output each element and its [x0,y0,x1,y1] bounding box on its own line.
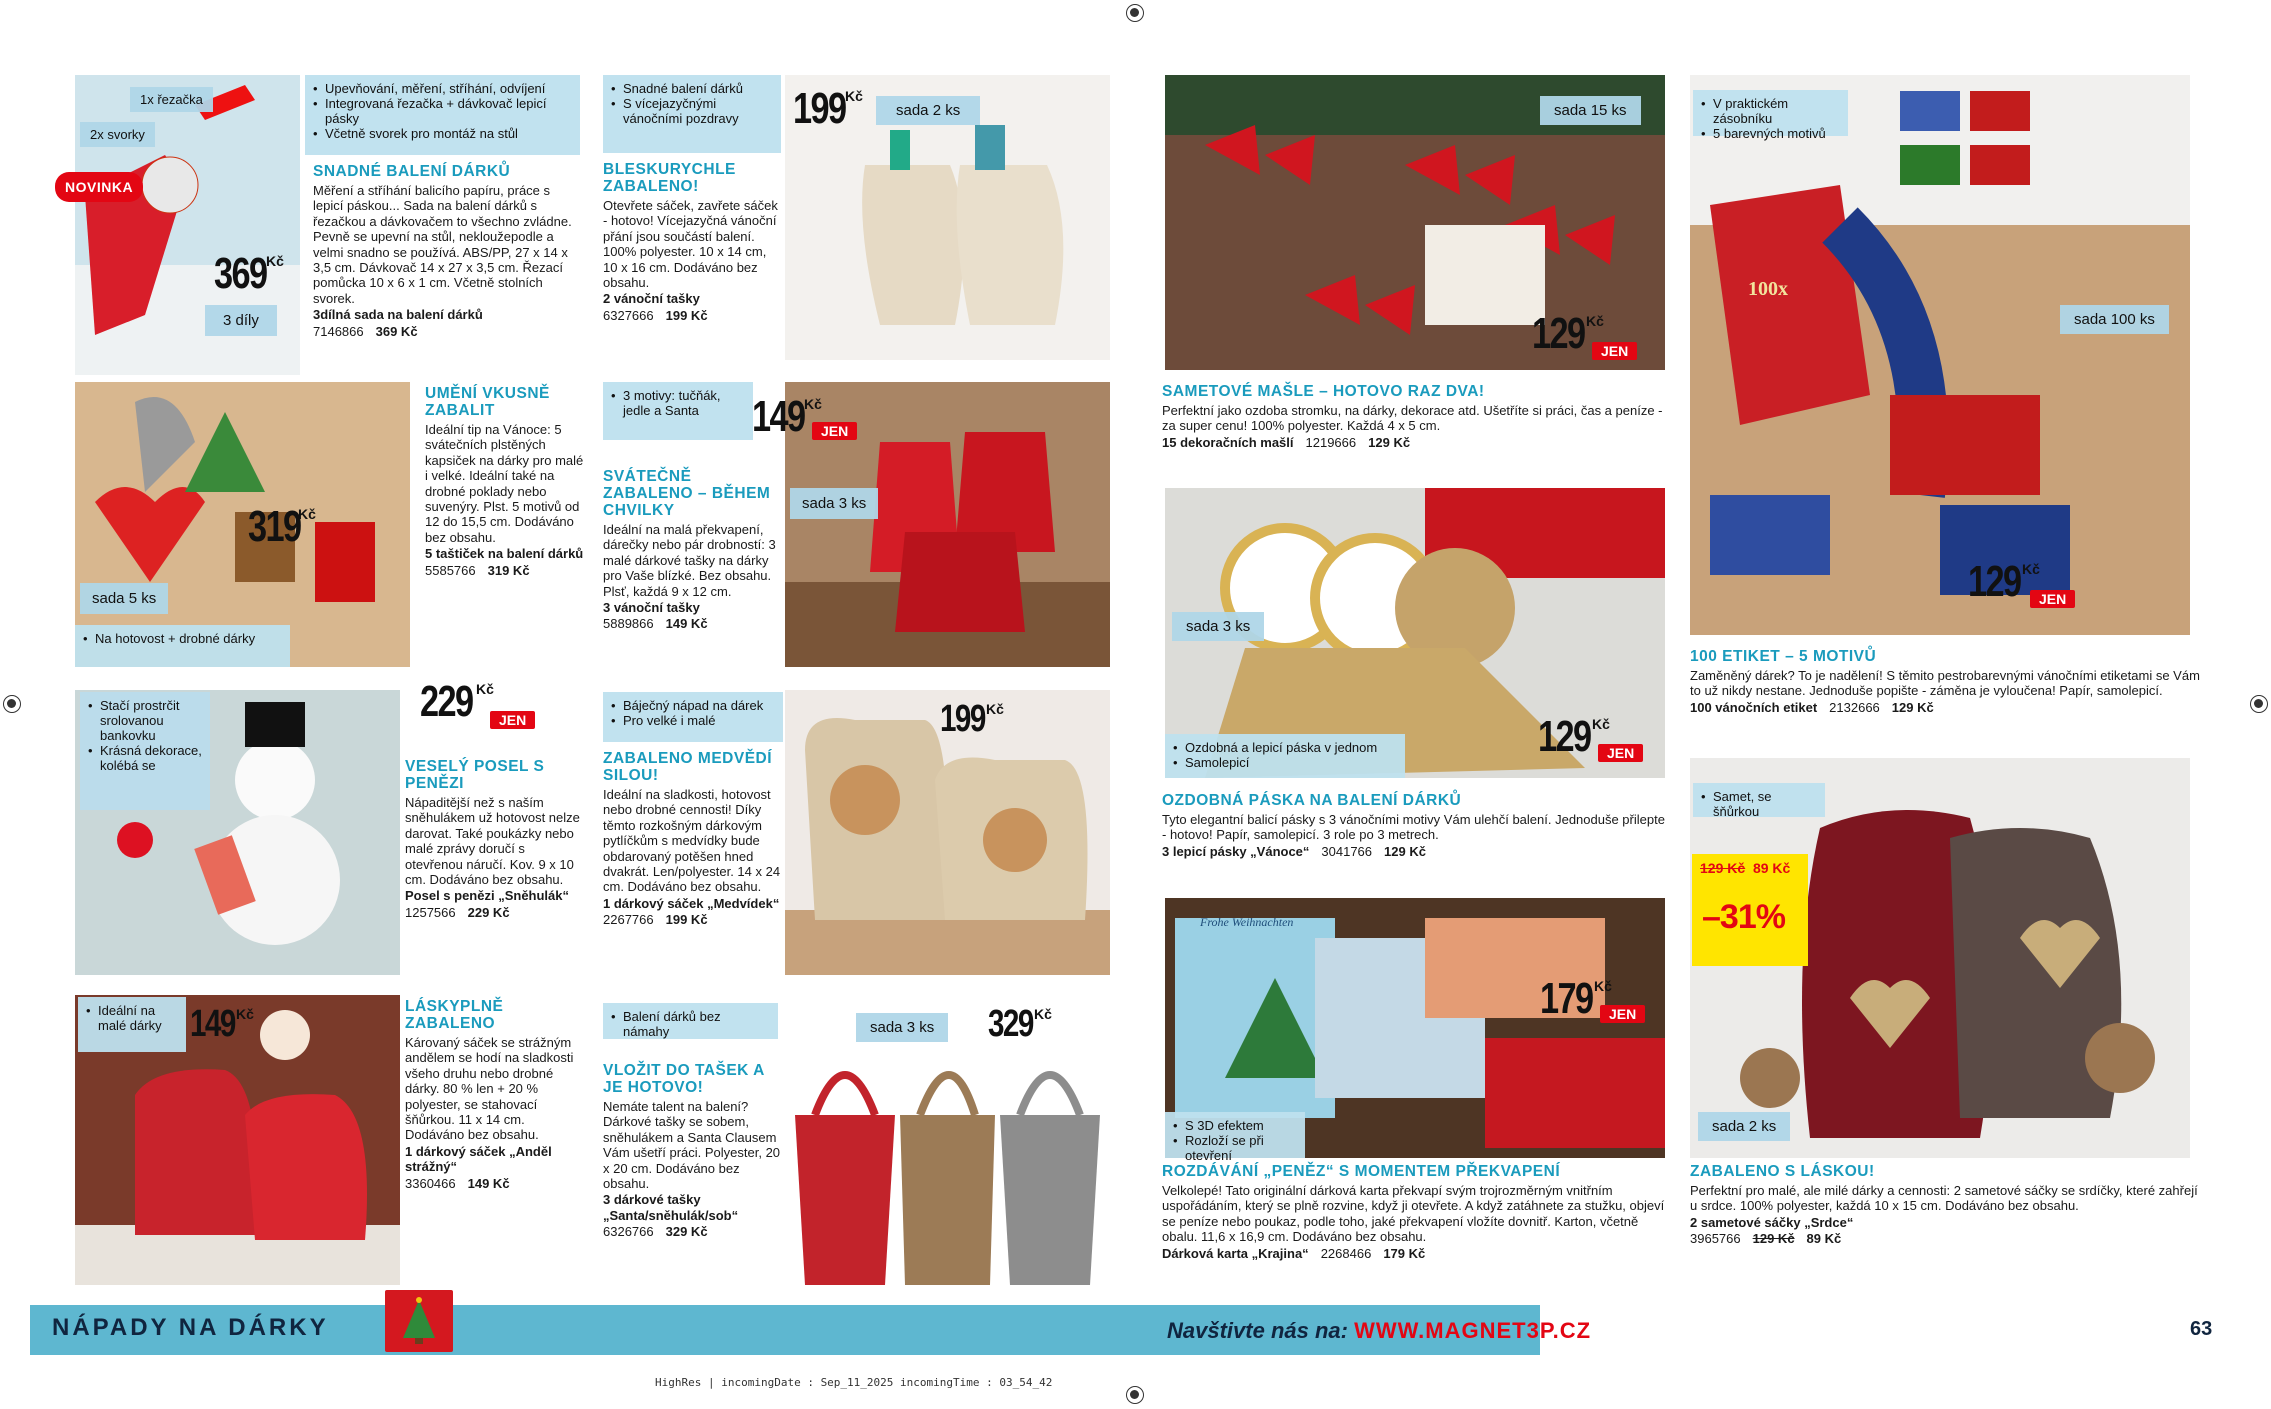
text-p6: ZABALENO MEDVĚDÍ SILOU! Ideální na sladkosti, hotovost nebo drobné cennosti! Díky těmto rozkošným dárkovým pytlíčkům s medvídky bude obdarovaný potěšen hned dvakrát. Len/polyester. 14 x 24 cm. Dodáváno bez obsahu. 1 dárkový sáček „Medvídek“ 2267766 199 Kč [603,750,781,928]
print-meta: HighRes | incomingDate : Sep_11_2025 incomingTime : 03_54_42 [655,1376,1053,1389]
features-p7: • Ideální na malé dárky [78,997,186,1052]
price-149-angel: 149 Kč [190,1003,254,1045]
price-149-bags: 149 Kč [752,392,822,441]
section-title: NÁPADY NA DÁRKY [52,1314,329,1341]
website-link[interactable]: WWW.MAGNET3P.CZ [1354,1318,1592,1343]
features-p12: • S 3D efektem • Rozloží se při otevření [1165,1112,1305,1158]
registration-mark-top [1126,4,1144,22]
features-p1: • Upevňování, měření, stříhání, odvíjení • Integrovaná řezačka + dávkovač lepicí pásky • Včetně svorek pro montáž na stůl [305,75,580,155]
features-p13: • Samet, se šňůrkou [1693,783,1825,817]
jen-label-p11: JEN [1598,744,1643,762]
price-229: 229 Kč [420,677,494,726]
features-p2: • Snadné balení dárků • S vícejazyčnými vánočními pozdravy [603,75,781,153]
tag-3-parts: 3 díly [205,305,277,336]
tag-set-15: sada 15 ks [1540,96,1641,125]
features-p11: • Ozdobná a lepicí páska v jednom • Samolepicí [1165,734,1405,778]
jen-label-p12: JEN [1600,1005,1645,1023]
tag-set-5: sada 5 ks [80,583,168,614]
discount-percent: –31% [1702,898,1785,936]
card-text-frohe: Frohe Weihnachten [1200,915,1294,929]
features-p3: • Na hotovost + drobné dárky [75,625,290,667]
text-p7: LÁSKYPLNĚ ZABALENO Károvaný sáček se strážným andělem se hodí na sladkosti všeho druhu nebo drobné dárky. 80 % len + 20 % polyester, se stahovací šňůrkou. 11 x 14 cm. Dodáváno bez obsahu. 1 dárkový sáček „Anděl strážný“ 3360466 149 Kč [405,998,574,1191]
jen-label-p4: JEN [812,422,857,440]
jen-label-p10: JEN [2030,590,2075,608]
text-p12: ROZDÁVÁNÍ „PENĚZ“ S MOMENTEM PŘEKVAPENÍ Velkolepé! Tato originální dárková karta překvapí svým trojrozměrným vnitřním uspořádáním, který se plně rozvine, když ji otevřete. A když zatáhnete za stužku, objeví se peníze nebo poukaz, podle toho, jaké překvapení vložíte dovnitř. Karton, včetně obalu. 11,6 x 16,9 cm. Dodáváno bez obsahu. Dárková karta „Krajina“ 2268466 179 Kč [1162,1163,1665,1261]
price-329: 329 Kč [988,1003,1052,1045]
features-p5: • Stačí prostrčit srolovanou bankovku • Krásná dekorace, kolébá se [80,692,210,810]
registration-mark-right [2250,695,2268,713]
text-p5: VESELÝ POSEL S PENĚZI Nápaditější než s naším sněhulákem už hotovost nelze darovat. Také poukázky nebo malé zprávy doručí s otevřenou náručí. Kov. 9 x 10 cm. Dodáváno bez obsahu. Posel s penězi „Sněhulák“ 1257566 229 Kč [405,758,580,920]
price-199-teddy: 199 Kč [940,698,1004,740]
tag-set-2: sada 2 ks [876,96,980,125]
registration-mark-left [3,695,21,713]
registration-mark-bottom [1126,1386,1144,1404]
features-p4: • 3 motivy: tučňák, jedle a Santa [603,382,753,440]
price-129-labels: 129 Kč [1968,557,2040,606]
text-p8: VLOŽIT DO TAŠEK A JE HOTOVO! Nemáte talent na balení? Dárkové tašky se sobem, sněhulákem a Santa Clausem Vám ušetří práci. Polyester, 20 x 20 cm. Dodáváno bez obsahu. 3 dárkové tašky „Santa/sněhulák/sob“ 6326766 329 Kč [603,1062,781,1240]
label-dispenser-100x: 100x [1748,278,1788,300]
tag-set-3-bags: sada 3 ks [790,488,878,519]
jen-label-p9: JEN [1592,342,1637,360]
gift-box-icon [385,1290,453,1352]
tag-clamps: 2x svorky [80,122,155,147]
tag-set-3-tape: sada 3 ks [1172,612,1264,641]
features-p8: • Balení dárků bez námahy [603,1003,778,1039]
price-129-tape: 129 Kč [1538,712,1610,761]
visit-website: Navštivte nás na: WWW.MAGNET3P.CZ [1167,1318,1592,1343]
jen-label-p5: JEN [490,711,535,729]
price-369: 369 Kč [214,249,284,298]
price-319: 319 Kč [248,502,316,551]
text-p9: SAMETOVÉ MAŠLE – HOTOVO RAZ DVA! Perfektní jako ozdoba stromku, na dárky, dekorace atd. Ušetříte si práci, čas a peníze - za super cenu! 100% polyester. Každá 4 x 5 cm. 15 dekoračních mašlí 1219666 129 Kč [1162,383,1663,450]
badge-new: NOVINKA [55,172,143,202]
price-199-bags: 199 Kč [793,84,863,133]
text-p1: SNADNÉ BALENÍ DÁRKŮ Měření a stříhání balicího papíru, práce s lepicí páskou... Sada na balení dárků s řezačkou a dávkovačem to všechno zvládne. Pevně se upevní na stůl, nekloužepodle a velmi snadno se používá. ABS/PP, 27 x 14 x 3,5 cm. Dávkovač 14 x 27 x 3,5 cm. Řezací pomůcka 10 x 6 x 1 cm. Včetně stolních svorek. 3dílná sada na balení dárků 7146866 369 Kč [313,163,572,339]
text-p10: 100 ETIKET – 5 MOTIVŮ Zaměněný dárek? To je nadělení! S těmito pestrobarevnými vánočními etiketami se Vám to už nikdy nestane. Jednoduše popište - záměna je vyloučena! Papír, samolepicí. 100 vánočních etiket 2132666 129 Kč [1690,648,2200,715]
text-p3: UMĚNÍ VKUSNĚ ZABALIT Ideální tip na Vánoce: 5 svátečních plstěných kapsiček na dárky pro malé i velké. Ideální také na drobné poklady nebo suvenýry. Plst. 5 motivů od 12 do 15,5 cm. Dodáváno bez obsahu. 5 taštiček na balení dárků 5585766 319 Kč [425,385,584,578]
page-number: 63 [2190,1318,2213,1340]
price-129-bows: 129 Kč [1532,309,1604,358]
tag-set-3-character: sada 3 ks [856,1013,948,1042]
text-p13: ZABALENO S LÁSKOU! Perfektní pro malé, ale milé dárky a cennosti: 2 sametové sáčky se srdíčky, které zahřejí u srdce. 100% polyester, každá 10 x 15 cm. Dodáváno bez obsahu. 2 sametové sáčky „Srdce“ 3965766 129 Kč 89 Kč [1690,1163,2198,1247]
text-p2: BLESKURYCHLE ZABALENO! Otevřete sáček, zavřete sáček - hotovo! Vícejazyčná vánoční přání jsou součástí balení. 100% polyester. 10 x 14 cm, 10 x 16 cm. Dodáváno bez obsahu. 2 vánoční tašky 6327666 199 Kč [603,161,778,323]
features-p6: • Báječný nápad na dárek • Pro velké i malé [603,692,783,742]
price-179: 179 Kč [1540,974,1612,1023]
text-p11: OZDOBNÁ PÁSKA NA BALENÍ DÁRKŮ Tyto elegantní balicí pásky s 3 vánočními motivy Vám ulehčí balení. Jednoduše přilepte - hotovo! Papír, samolepicí. 3 role po 3 metrech. 3 lepicí pásky „Vánoce“ 3041766 129 Kč [1162,792,1665,859]
tag-set-2-velvet: sada 2 ks [1698,1112,1790,1141]
tag-cutter: 1x řezačka [130,87,213,112]
old-price-badge: 129 Kč 89 Kč [1700,860,1791,876]
features-p10: • V praktickém zásobníku • 5 barevných motivů [1693,90,1848,136]
tag-set-100: sada 100 ks [2060,305,2169,334]
product-image-labels [1690,75,2190,635]
text-p4: SVÁTEČNĚ ZABALENO – BĚHEM CHVILKY Ideální na malá překvapení, dárečky nebo pár drobností: 3 malé dárkové tašky na dárky pro Vaše blízké. Bez obsahu. Plsť, každá 9 x 12 cm. 3 vánoční tašky 5889866 149 Kč [603,468,776,632]
